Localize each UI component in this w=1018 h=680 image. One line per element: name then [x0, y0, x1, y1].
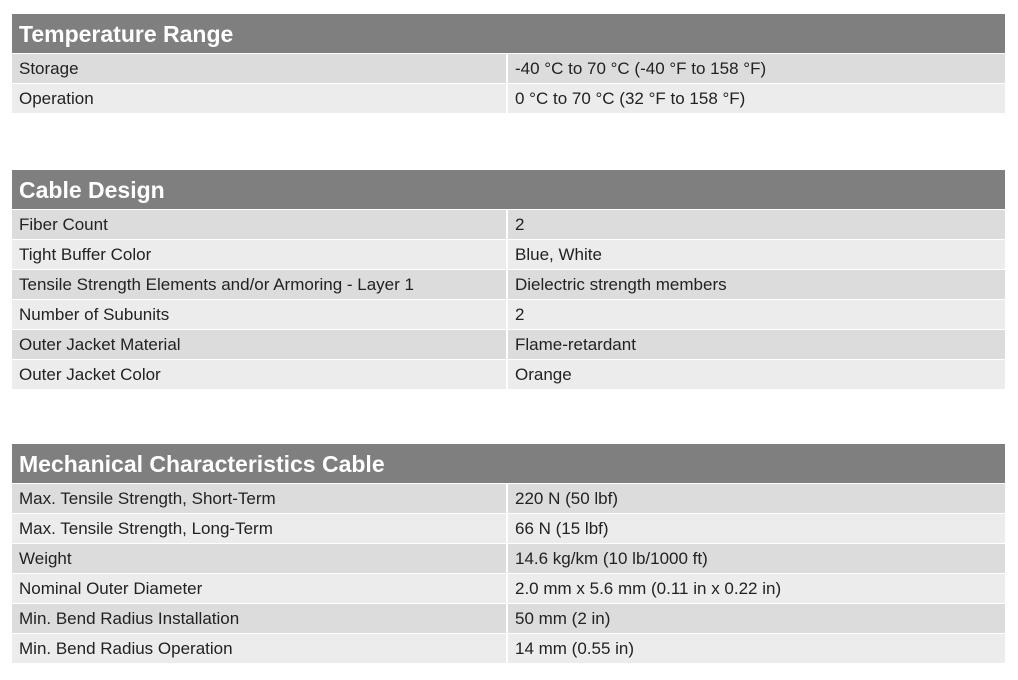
temperature-range-section	[12, 14, 1005, 114]
spec-label: Number of Subunits	[12, 300, 508, 329]
spec-label: Nominal Outer Diameter	[12, 574, 508, 603]
section-title: Mechanical Characteristics Cable	[12, 444, 1005, 484]
spec-value: 66 N (15 lbf)	[508, 514, 1005, 543]
spec-value: 2	[508, 210, 1005, 239]
spec-label: Fiber Count	[12, 210, 508, 239]
table-row	[12, 544, 1005, 574]
table-row	[12, 240, 1005, 270]
spec-label: Max. Tensile Strength, Long-Term	[12, 514, 508, 543]
spec-value: Flame-retardant	[508, 330, 1005, 359]
spec-label: Max. Tensile Strength, Short-Term	[12, 484, 508, 513]
table-row	[12, 634, 1005, 664]
spec-label: Outer Jacket Color	[12, 360, 508, 389]
table-row	[12, 574, 1005, 604]
spec-label: Tensile Strength Elements and/or Armoring - Layer 1	[12, 270, 508, 299]
spec-table	[12, 54, 1005, 114]
spec-value: 2	[508, 300, 1005, 329]
table-row	[12, 484, 1005, 514]
spec-table	[12, 484, 1005, 664]
spec-value: Blue, White	[508, 240, 1005, 269]
table-row	[12, 270, 1005, 300]
spec-label: Weight	[12, 544, 508, 573]
spec-label: Operation	[12, 84, 508, 113]
spec-value: 220 N (50 lbf)	[508, 484, 1005, 513]
spec-value: Dielectric strength members	[508, 270, 1005, 299]
spec-label: Min. Bend Radius Installation	[12, 604, 508, 633]
spec-value: Orange	[508, 360, 1005, 389]
table-row	[12, 300, 1005, 330]
spec-value: 50 mm (2 in)	[508, 604, 1005, 633]
spec-value: -40 °C to 70 °C (-40 °F to 158 °F)	[508, 54, 1005, 83]
table-row	[12, 54, 1005, 84]
table-row	[12, 360, 1005, 390]
cable-design-section	[12, 170, 1005, 390]
spec-value: 14.6 kg/km (10 lb/1000 ft)	[508, 544, 1005, 573]
table-row	[12, 84, 1005, 114]
spec-value: 2.0 mm x 5.6 mm (0.11 in x 0.22 in)	[508, 574, 1005, 603]
spec-label: Storage	[12, 54, 508, 83]
spec-value: 14 mm (0.55 in)	[508, 634, 1005, 663]
section-title: Temperature Range	[12, 14, 1005, 54]
table-row	[12, 210, 1005, 240]
spec-label: Outer Jacket Material	[12, 330, 508, 359]
spec-label: Min. Bend Radius Operation	[12, 634, 508, 663]
section-title: Cable Design	[12, 170, 1005, 210]
spec-table	[12, 210, 1005, 390]
spec-label: Tight Buffer Color	[12, 240, 508, 269]
table-row	[12, 330, 1005, 360]
table-row	[12, 514, 1005, 544]
spec-value: 0 °C to 70 °C (32 °F to 158 °F)	[508, 84, 1005, 113]
table-row	[12, 604, 1005, 634]
mechanical-characteristics-section	[12, 444, 1005, 664]
